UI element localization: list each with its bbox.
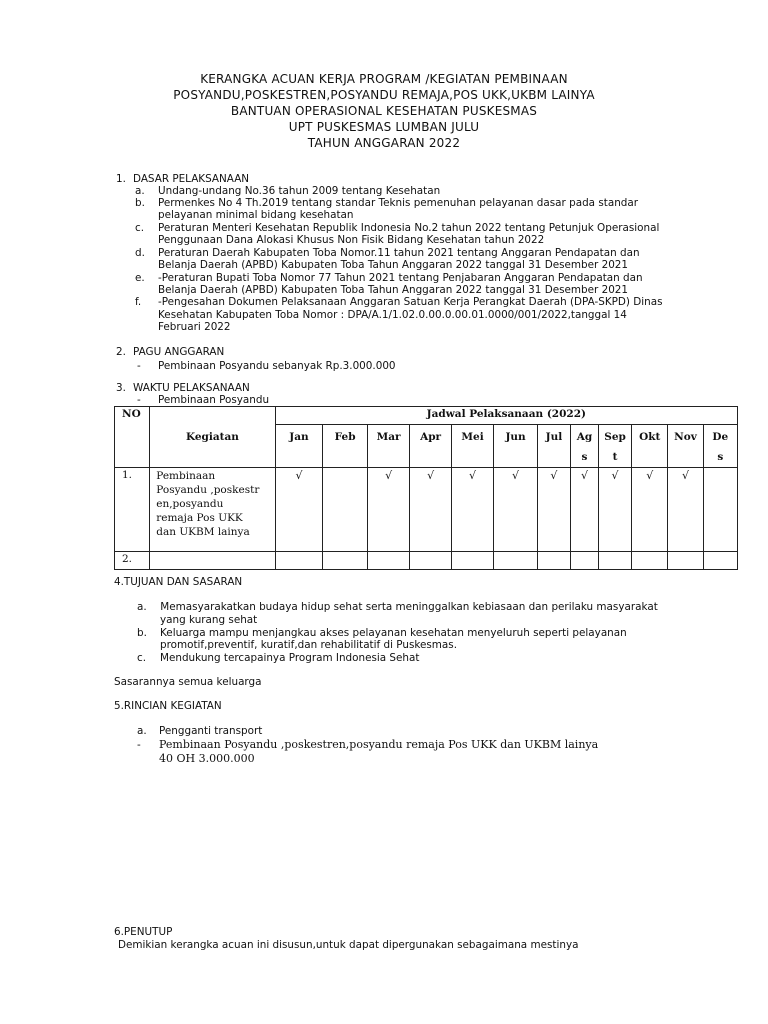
month-sept-part2: t xyxy=(612,451,618,463)
list-item-text: promotif,preventif, kuratif,dan rehabilitatif di Puskesmas. xyxy=(160,639,458,651)
check-sept: √ xyxy=(598,468,631,552)
section-title: 6.PENUTUP xyxy=(114,926,173,938)
list-item-text: -Pengesahan Dokumen Pelaksanaan Anggaran Satuan Kerja Perangkat Daerah (DPA-SKPD) Dinas xyxy=(158,296,663,308)
list-dash: - xyxy=(137,394,141,406)
check-jul: √ xyxy=(537,468,570,552)
list-item-text: Pengganti transport xyxy=(159,725,263,737)
month-mei: Mei xyxy=(451,425,493,468)
section-number: 2. xyxy=(116,346,126,358)
month-jul: Jul xyxy=(537,425,570,468)
month-sept-part1: Sep xyxy=(604,431,626,443)
month-nov: Nov xyxy=(668,425,703,468)
list-item-text: Peraturan Daerah Kabupaten Toba Nomor.11 tahun 2021 tentang Anggaran Pendapatan dan xyxy=(158,247,640,259)
check-nov: √ xyxy=(668,468,703,552)
list-item-text: Belanja Daerah (APBD) Kabupaten Toba Tahun Anggaran 2022 tanggal 31 Desember 2021 xyxy=(158,284,629,296)
list-item-text: Mendukung tercapainya Program Indonesia Sehat xyxy=(160,652,420,664)
table-row xyxy=(115,552,738,570)
month-apr: Apr xyxy=(410,425,451,468)
list-label: a. xyxy=(135,185,145,197)
list-label: c. xyxy=(135,222,145,234)
month-mar: Mar xyxy=(367,425,409,468)
header-no: NO xyxy=(115,407,150,468)
header-kegiatan: Kegiatan xyxy=(150,407,275,468)
row-kegiatan xyxy=(150,468,275,552)
month-feb: Feb xyxy=(323,425,368,468)
schedule-table xyxy=(114,406,738,570)
list-item-text: Permenkes No 4 Th.2019 tentang standar Teknis pemenuhan pelayanan dasar pada standar xyxy=(158,197,639,209)
check-des xyxy=(703,468,737,552)
month-ags-part2: s xyxy=(581,451,588,463)
month-des-part1: De xyxy=(712,431,729,443)
kegiatan-line: Pembinaan xyxy=(156,470,216,482)
list-item-text: Pembinaan Posyandu ,poskestren,posyandu remaja Pos UKK dan UKBM lainya xyxy=(159,738,599,751)
list-item-text: 40 OH 3.000.000 xyxy=(159,752,255,765)
kegiatan-line: remaja Pos UKK xyxy=(156,512,243,524)
list-item-text: pelayanan minimal bidang kesehatan xyxy=(158,209,354,221)
month-jan: Jan xyxy=(275,425,323,468)
list-label: c. xyxy=(137,652,147,664)
list-item-text: Penggunaan Dana Alokasi Khusus Non Fisik Bidang Kesehatan tahun 2022 xyxy=(158,234,545,246)
list-item-text: Kesehatan Kabupaten Toba Nomor : DPA/A.1/1.02.0.00.0.00.01.0000/001/2022,tanggal 14 xyxy=(158,309,627,321)
kegiatan-line: en,posyandu xyxy=(156,498,224,510)
check-ags: √ xyxy=(570,468,598,552)
row-number: 2. xyxy=(115,552,150,570)
sasaran-text: Sasarannya semua keluarga xyxy=(114,676,262,688)
list-item-text: Pembinaan Posyandu xyxy=(158,394,270,406)
kegiatan-line: dan UKBM lainya xyxy=(156,526,250,538)
list-item-text: yang kurang sehat xyxy=(160,614,258,626)
check-mei: √ xyxy=(451,468,493,552)
check-feb xyxy=(323,468,368,552)
section-title: 5.RINCIAN KEGIATAN xyxy=(114,700,222,712)
check-apr: √ xyxy=(410,468,451,552)
header-jadwal: Jadwal Pelaksanaan (2022) xyxy=(275,407,737,425)
list-item-text: Februari 2022 xyxy=(158,321,231,333)
doc-title-line-2: POSYANDU,POSKESTREN,POSYANDU REMAJA,POS UKK,UKBM LAINYA xyxy=(173,88,595,102)
check-mar: √ xyxy=(367,468,409,552)
list-label: b. xyxy=(135,197,145,209)
section-title: PAGU ANGGARAN xyxy=(133,346,225,358)
list-label: d. xyxy=(135,247,145,259)
month-ags-part1: Ag xyxy=(576,431,593,443)
list-item-text: -Peraturan Bupati Toba Nomor 77 Tahun 2021 tentang Penjabaran Anggaran Pendapatan dan xyxy=(158,272,643,284)
section-title: WAKTU PELAKSANAAN xyxy=(133,382,250,394)
list-dash: - xyxy=(137,739,141,751)
check-jun: √ xyxy=(494,468,538,552)
doc-title-line-4: UPT PUSKESMAS LUMBAN JULU xyxy=(288,120,480,134)
list-label: b. xyxy=(137,627,147,639)
check-jan: √ xyxy=(275,468,323,552)
month-sept xyxy=(598,425,631,468)
list-label: f. xyxy=(135,296,142,308)
list-item-text: Pembinaan Posyandu sebanyak Rp.3.000.000 xyxy=(158,360,396,372)
month-des xyxy=(703,425,737,468)
section-title: DASAR PELAKSANAAN xyxy=(133,173,250,185)
row-number: 1. xyxy=(115,468,150,552)
list-item-text: Belanja Daerah (APBD) Kabupaten Toba Tahun Anggaran 2022 tanggal 31 Desember 2021 xyxy=(158,259,629,271)
doc-title-line-5: TAHUN ANGGARAN 2022 xyxy=(307,136,461,150)
closing-text: Demikian kerangka acuan ini disusun,untuk dapat dipergunakan sebagaimana mestinya xyxy=(118,939,579,951)
month-jun: Jun xyxy=(494,425,538,468)
kegiatan-line: Posyandu ,poskestr xyxy=(156,484,260,496)
list-item-text: Memasyarakatkan budaya hidup sehat serta meninggalkan kebiasaan dan perilaku masyarakat xyxy=(157,601,658,613)
table-row xyxy=(115,468,738,552)
list-item-text: Keluarga mampu menjangkau akses pelayanan kesehatan menyeluruh seperti pelayanan xyxy=(160,627,627,639)
month-okt: Okt xyxy=(632,425,668,468)
list-item-text: Peraturan Menteri Kesehatan Republik Indonesia No.2 tahun 2022 tentang Petunjuk Operasional xyxy=(158,222,660,234)
month-ags xyxy=(570,425,598,468)
section-number: 1. xyxy=(116,173,126,185)
doc-title-line-1: KERANGKA ACUAN KERJA PROGRAM /KEGIATAN PEMBINAAN xyxy=(200,72,568,86)
list-dash: - xyxy=(137,360,141,372)
section-number: 3. xyxy=(116,382,126,394)
check-okt: √ xyxy=(632,468,668,552)
section-title: 4.TUJUAN DAN SASARAN xyxy=(114,576,243,588)
list-label: a. xyxy=(137,601,147,613)
list-label: e. xyxy=(135,272,145,284)
month-des-part2: s xyxy=(717,451,724,463)
list-item-text: Undang-undang No.36 tahun 2009 tentang Kesehatan xyxy=(158,185,441,197)
list-label: a. xyxy=(137,725,147,737)
doc-title-line-3: BANTUAN OPERASIONAL KESEHATAN PUSKESMAS xyxy=(230,104,538,118)
